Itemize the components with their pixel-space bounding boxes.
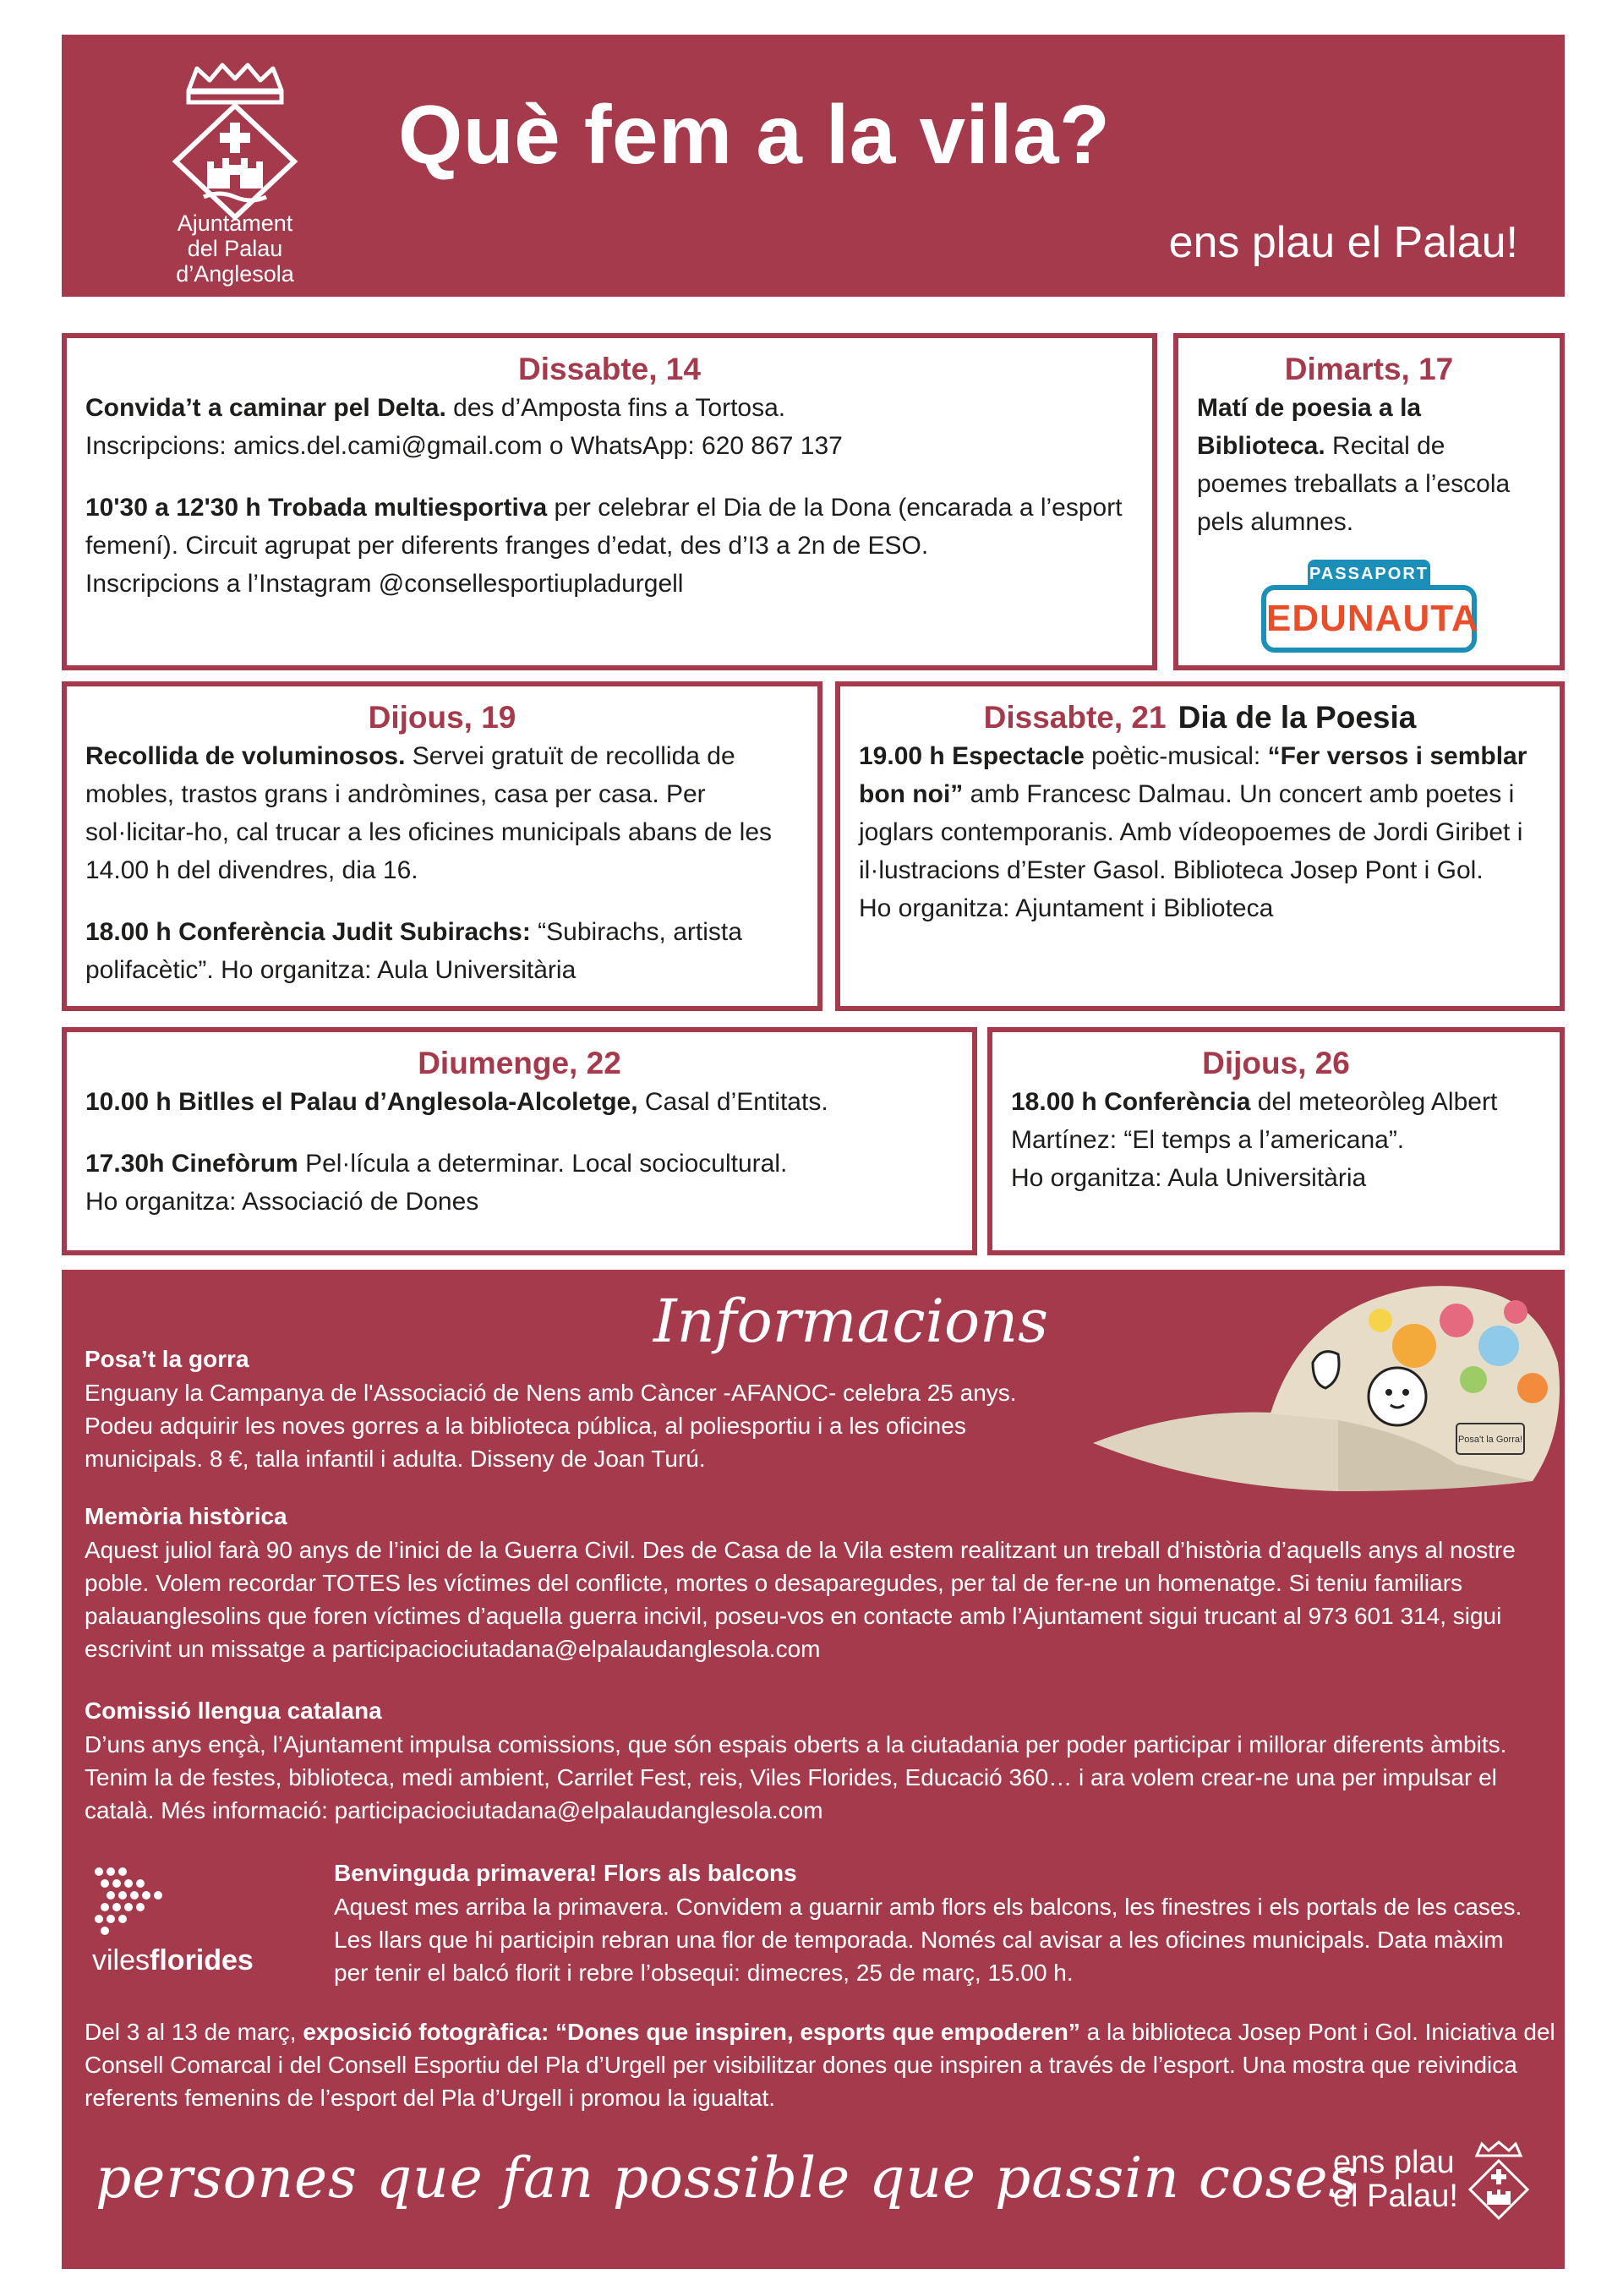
info-heading: Posa’t la gorra [85, 1346, 249, 1372]
event-text: Casal d’Entitats. [637, 1088, 828, 1116]
viles-florides-icon [92, 1863, 168, 1939]
info-text [85, 2015, 1555, 2114]
event-contact: Inscripcions a l’Instagram @consellesportiupladurgell [85, 570, 684, 598]
event-text: Pel·lícula a determinar. Local sociocultural. [298, 1150, 788, 1178]
info-section-title: Informacions [653, 1287, 1049, 1356]
event-text: Recital de poemes treballats a l’escola pels alumnes. [1197, 432, 1511, 536]
event-card-dijous-19 [62, 681, 822, 1011]
event-title: 18.00 h Conferència [1011, 1088, 1251, 1116]
org-name-line2: del Palau d’Anglesola [176, 236, 294, 287]
event-day-date: Dissabte, 21 [983, 700, 1167, 735]
edunauta-badge-main: EDUNAUTA [1261, 585, 1477, 653]
event-title: 10.00 h Bitlles el Palau d’Anglesola-Alcoletge, [85, 1088, 638, 1116]
town-crest-icon [155, 62, 315, 231]
info-heading: Comissió llengua catalana [85, 1697, 382, 1724]
event-day-label [859, 698, 1541, 737]
event-card-dijous-26 [987, 1027, 1565, 1255]
event-card-dimarts-17 [1173, 333, 1565, 670]
viles-florides-logo [92, 1863, 312, 1982]
event-title: 19.00 h Espectacle [859, 742, 1085, 770]
event-card-dissabte-21 [835, 681, 1565, 1011]
event-text: del meteoròleg Albert Martínez: “El temps a l’americana”. [1011, 1088, 1498, 1154]
event-text: amb Francesc Dalmau. Un concert amb poetes i joglars contemporanis. Amb vídeopoemes de Jordi Giribet i il·lustracions d’Ester Gasol. Biblioteca Josep Pont i Gol. [859, 780, 1523, 884]
event-text: poètic-musical: [1084, 742, 1268, 770]
event-description [85, 1145, 954, 1221]
event-description [85, 737, 799, 889]
page-title: Què fem a la vila? [398, 88, 1111, 181]
event-description [859, 737, 1541, 927]
event-title: 18.00 h Conferència Judit Subirachs: [85, 918, 531, 946]
expo-text: a la biblioteca Josep Pont i Gol. Iniciativa del Consell Comarcal i del Consell Esportiu del Pla d’Urgell per visibilitzar dones que inspiren a través de l’esport. Una mostra que reivindica referents femenins de l’esport del Pla d’Urgell i promou la igualtat. [85, 2019, 1555, 2111]
footer-brand-line1: ens plau [1333, 2145, 1455, 2180]
info-gorra [85, 1342, 1065, 1475]
event-text: Servei gratuït de recollida de mobles, trastos grans i andròmines, casa per casa. Per sol·licitar-ho, cal trucar a les oficines municipals abans de les 14.00 h del divendres, dia 16. [85, 742, 773, 884]
event-organizer: Ho organitza: Ajuntament i Biblioteca [859, 894, 1274, 922]
info-heading: Memòria històrica [85, 1503, 287, 1529]
info-llengua [85, 1694, 1555, 1827]
viles-florides-word1: viles [92, 1944, 150, 1976]
event-day-theme: Dia de la Poesia [1178, 700, 1417, 735]
info-text: D’uns anys ençà, l’Ajuntament impulsa comissions, que són espais oberts a la ciutadania per poder participar i millorar diferents àmbits. Tenim la de festes, biblioteca, medi ambient, Carrilet Fest, reis, Viles Florides, Educació 360… i ara volem crear-ne una per impulsar el català. Més informació: participaciociutadana@elpalaudanglesola.com [85, 1731, 1507, 1823]
viles-florides-word2: florides [150, 1944, 254, 1976]
event-description [85, 489, 1134, 603]
edunauta-passport-logo [1261, 560, 1477, 654]
info-section [62, 1270, 1565, 2269]
event-card-diumenge-22 [62, 1027, 977, 1255]
event-description [85, 389, 1134, 465]
event-day-label: Dissabte, 14 [518, 352, 701, 386]
cap-illustration-icon [1059, 1270, 1566, 1511]
event-text: “Subirachs, artista polifacètic”. Ho organitza: Aula Universitària [85, 918, 742, 984]
info-flors [334, 1856, 1526, 1989]
info-memoria [85, 1500, 1555, 1665]
event-title: Matí de poesia a la Biblioteca. [1197, 394, 1422, 460]
event-contact: Inscripcions: amics.del.cami@gmail.com o WhatsApp: 620 867 137 [85, 432, 843, 460]
event-description [85, 1083, 954, 1121]
footer-brand-line2: el Palau! [1333, 2178, 1458, 2214]
expo-dates: Del 3 al 13 de març, [85, 2019, 303, 2045]
event-text: per celebrar el Dia de la Dona (encarada a l’esport femení). Circuit agrupat per diferents franges d’edat, des d’I3 a 2n de ESO. [85, 494, 1123, 560]
org-name-line1: Ajuntament [177, 210, 293, 236]
slogan: persones que fan possible que passin coses [96, 2146, 1358, 2211]
edunauta-badge-top: PASSAPORT [1308, 560, 1430, 588]
event-title: Convida’t a caminar pel Delta. [85, 394, 446, 422]
event-organizer: Ho organitza: Aula Universitària [1011, 1164, 1367, 1192]
event-card-dissabte-14 [62, 333, 1157, 670]
event-organizer: Ho organitza: Associació de Dones [85, 1188, 479, 1216]
event-description [1197, 389, 1541, 541]
page-subtitle: ens plau el Palau! [1168, 218, 1518, 267]
event-text: des d’Amposta fins a Tortosa. [445, 394, 786, 422]
cap-label: Posa't la Gorra! [1457, 1435, 1523, 1445]
header-banner [62, 35, 1565, 297]
footer-crest-icon [1465, 2140, 1533, 2225]
event-title: Recollida de voluminosos. [85, 742, 406, 770]
viles-florides-text [92, 1944, 254, 1977]
event-day-label: Dijous, 19 [368, 700, 516, 735]
event-title: 10'30 a 12'30 h Trobada multiesportiva [85, 494, 548, 522]
event-day-label: Dimarts, 17 [1284, 352, 1454, 386]
info-text: Aquest mes arriba la primavera. Convidem a guarnir amb flors els balcons, les finestres i els portals de les cases. Les llars que hi participin rebran una flor de temporada. Només cal avisar a les oficines municipals. Data màxim per tenir el balcó florit i rebre l’obsequi: dimecres, 25 de març, 15.00 h. [334, 1894, 1522, 1986]
expo-title: exposició fotogràfica: “Dones que inspiren, esports que empoderen” [303, 2019, 1080, 2045]
event-title: 17.30h Cinefòrum [85, 1150, 298, 1178]
event-show-title: “Fer versos i semblar bon noi” [859, 742, 1527, 808]
event-description [85, 913, 799, 989]
event-day-label: Diumenge, 22 [418, 1046, 621, 1080]
info-text: Enguany la Campanya de l'Associació de Nens amb Càncer -AFANOC- celebra 25 anys. Podeu adquirir les noves gorres a la biblioteca pública, al poliesportiu i a les oficines municipals. 8 €, talla infantil i adulta. Disseny de Joan Turú. [85, 1380, 1017, 1472]
info-text: Aquest juliol farà 90 anys de l’inici de la Guerra Civil. Des de Casa de la Vila estem realitzant un treball d’història d’aquells anys al nostre poble. Volem recordar TOTES les víctimes del conflicte, mortes o desaparegudes, per tal de fer-ne un homenatge. Si teniu familiars palauanglesolins que foren víctimes d’aquella guerra incivil, poseu-vos en contacte amb l’Ajuntament sigui trucant al 973 601 314, sigui escrivint un missatge a participaciociutadana@elpalaudanglesola.com [85, 1537, 1516, 1662]
org-name [134, 210, 336, 287]
info-exposicio [85, 2015, 1555, 2114]
info-heading: Benvinguda primavera! Flors als balcons [334, 1860, 797, 1886]
event-description [1011, 1083, 1541, 1197]
event-day-label: Dijous, 26 [1202, 1046, 1350, 1080]
footer-brand [1333, 2146, 1458, 2213]
